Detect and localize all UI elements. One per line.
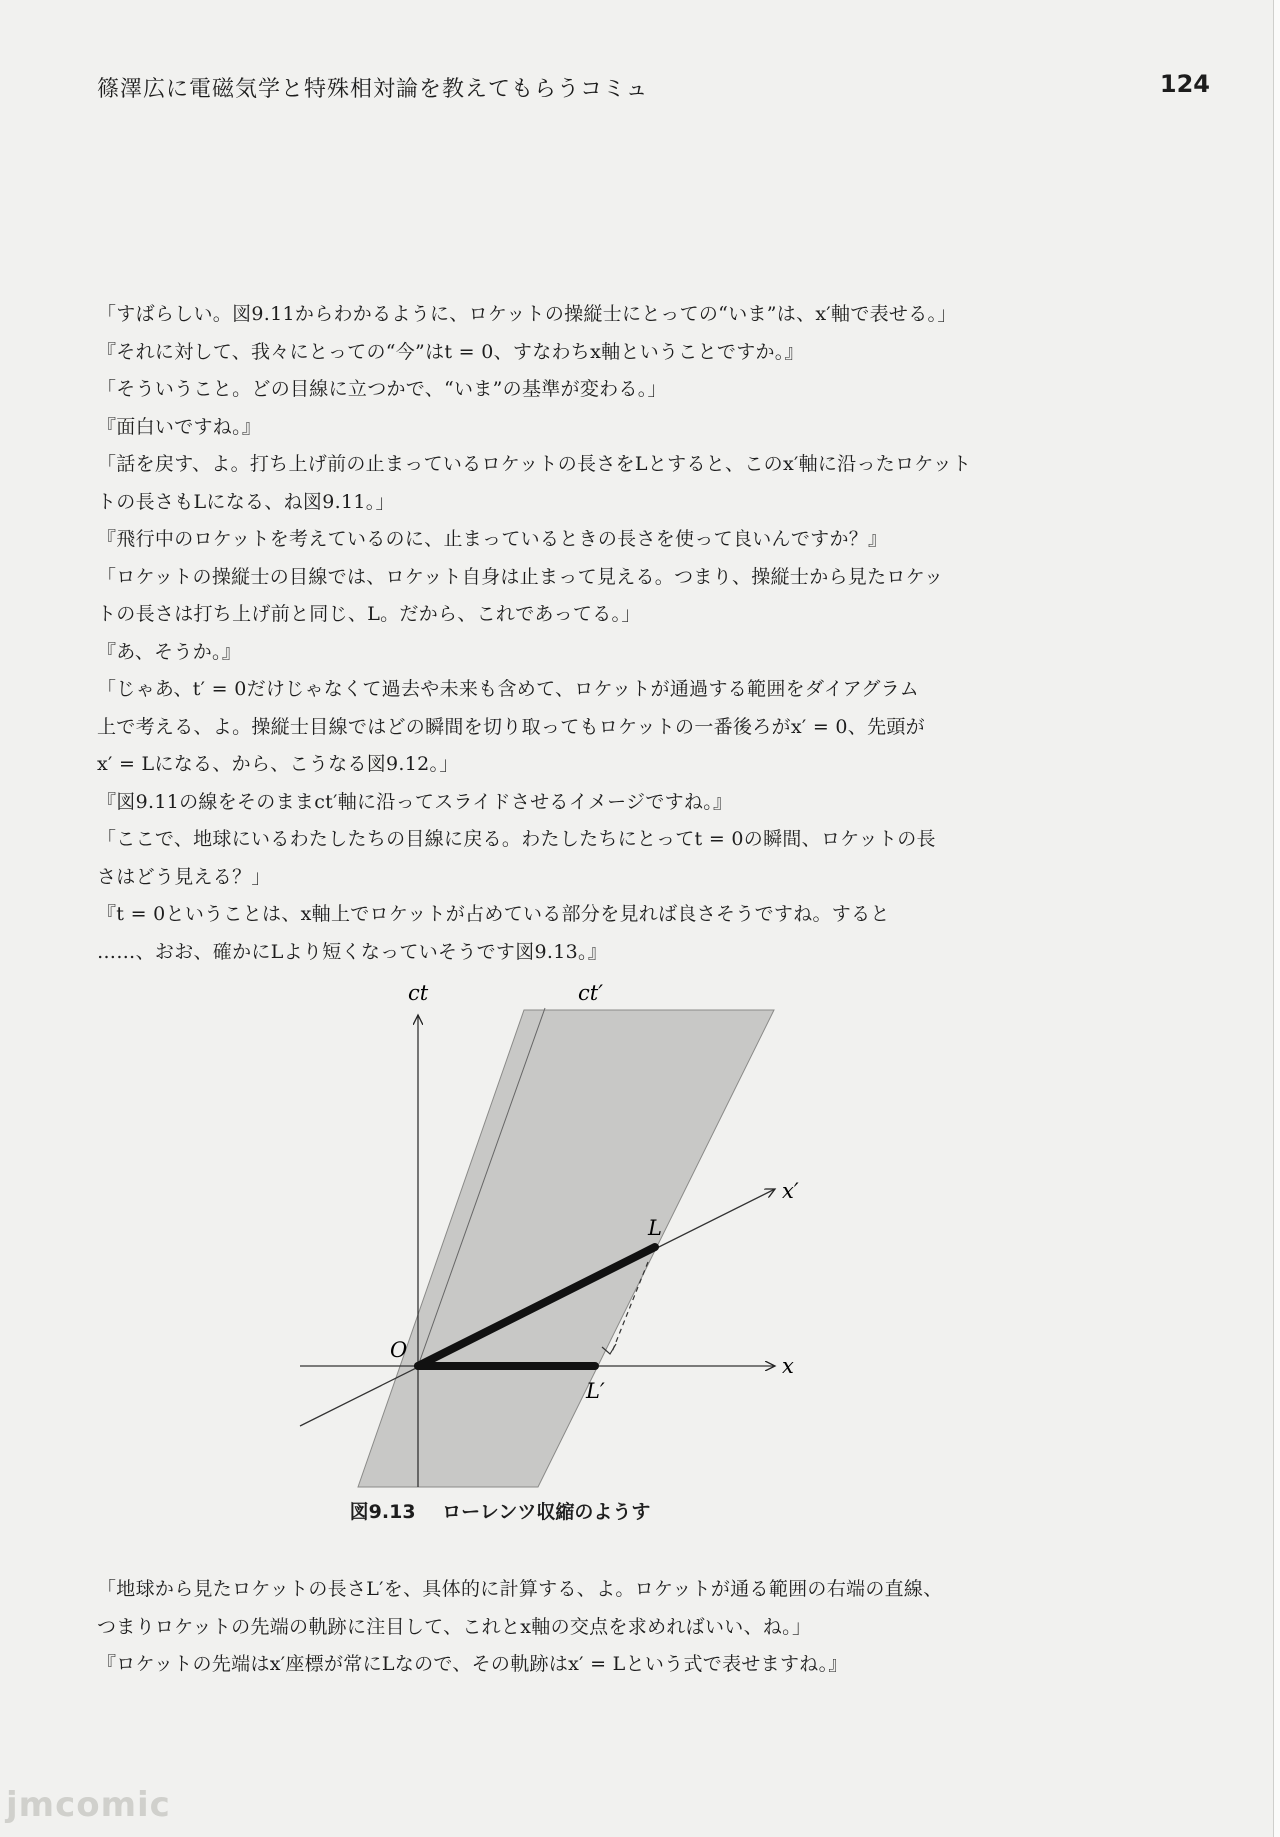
paragraph: x′ = Lになる、から、こうなる図9.12。」 — [97, 753, 459, 775]
paragraph: 『t = 0ということは、x軸上でロケットが占めている部分を見れば良さそうですね。すると — [97, 903, 890, 925]
paragraph: ……、おお、確かにLより短くなっていそうです図9.13。』 — [97, 940, 608, 963]
figure-caption — [0, 1497, 1000, 1524]
running-title: 篠澤広に電磁気学と特殊相対論を教えてもらうコミュ — [97, 77, 649, 102]
dialogue-top — [97, 296, 1017, 971]
paragraph: 「話を戻す、よ。打ち上げ前の止まっているロケットの長さをLとすると、このx′軸に沿ったロケット — [97, 453, 972, 475]
paragraph: 『面白いですね。』 — [97, 415, 262, 438]
L-prime-label: L′ — [586, 1379, 605, 1403]
paragraph: トの長さは打ち上げ前と同じ、L。だから、これであってる。」 — [97, 603, 641, 625]
x-axis-label: x — [782, 1354, 794, 1378]
paragraph: 『飛行中のロケットを考えているのに、止まっているときの長さを使って良いんですか？』 — [97, 528, 888, 550]
ct-prime-axis-label: ct′ — [578, 981, 603, 1005]
paragraph: 『図9.11の線をそのままct′軸に沿ってスライドさせるイメージですね。』 — [97, 790, 733, 813]
page-edge — [1273, 0, 1280, 1837]
paragraph: さはどう見える？」 — [97, 865, 271, 888]
paragraph: トの長さもLになる、ね図9.11。」 — [97, 490, 395, 513]
dialogue-bottom — [97, 1571, 1017, 1684]
paragraph: 「ロケットの操縦士の目線では、ロケット自身は止まって見える。つまり、操縦士から見たロケッ — [97, 565, 944, 588]
diagram-svg — [290, 970, 810, 1490]
paragraph: 「すばらしい。図9.11からわかるように、ロケットの操縦士にとっての“いま”は、x′軸で表せる。」 — [97, 303, 957, 325]
paragraph: 『ロケットの先端はx′座標が常にLなので、その軌跡はx′ = Lという式で表せますね。』 — [97, 1653, 848, 1675]
paragraph: 上で考える、よ。操縦士目線ではどの瞬間を切り取ってもロケットの一番後ろがx′ = 0、先頭が — [97, 715, 925, 738]
paragraph: 「じゃあ、t′ = 0だけじゃなくて過去や未来も含めて、ロケットが通過する範囲をダイアグラム — [97, 678, 920, 700]
paragraph: 「ここで、地球にいるわたしたちの目線に戻る。わたしたちにとってt = 0の瞬間、ロケットの長 — [97, 828, 936, 850]
paragraph: 「地球から見たロケットの長さL′を、具体的に計算する、よ。ロケットが通る範囲の右端の直線、 — [97, 1578, 943, 1600]
rocket-worldsheet — [358, 1010, 774, 1487]
L-label: L — [648, 1216, 662, 1240]
origin-label: O — [390, 1338, 408, 1362]
paragraph: 『それに対して、我々にとっての“今”はt = 0、すなわちx軸ということですか。』 — [97, 340, 804, 363]
x-prime-axis-label: x′ — [782, 1179, 799, 1203]
ct-axis-label: ct — [408, 981, 429, 1005]
paragraph: 『あ、そうか。』 — [97, 640, 242, 663]
spacetime-diagram — [290, 970, 810, 1545]
page-number: 124 — [1159, 70, 1210, 98]
paragraph: 「そういうこと。どの目線に立つかで、“いま”の基準が変わる。」 — [97, 378, 667, 400]
watermark-logo: jmcomic — [6, 1785, 171, 1825]
caption-number: 図9.13 — [349, 1501, 416, 1523]
paragraph: つまりロケットの先端の軌跡に注目して、これとx軸の交点を求めればいい、ね。」 — [97, 1615, 812, 1638]
page-header — [97, 72, 1210, 112]
caption-text: ローレンツ収縮のようす — [442, 1501, 651, 1523]
